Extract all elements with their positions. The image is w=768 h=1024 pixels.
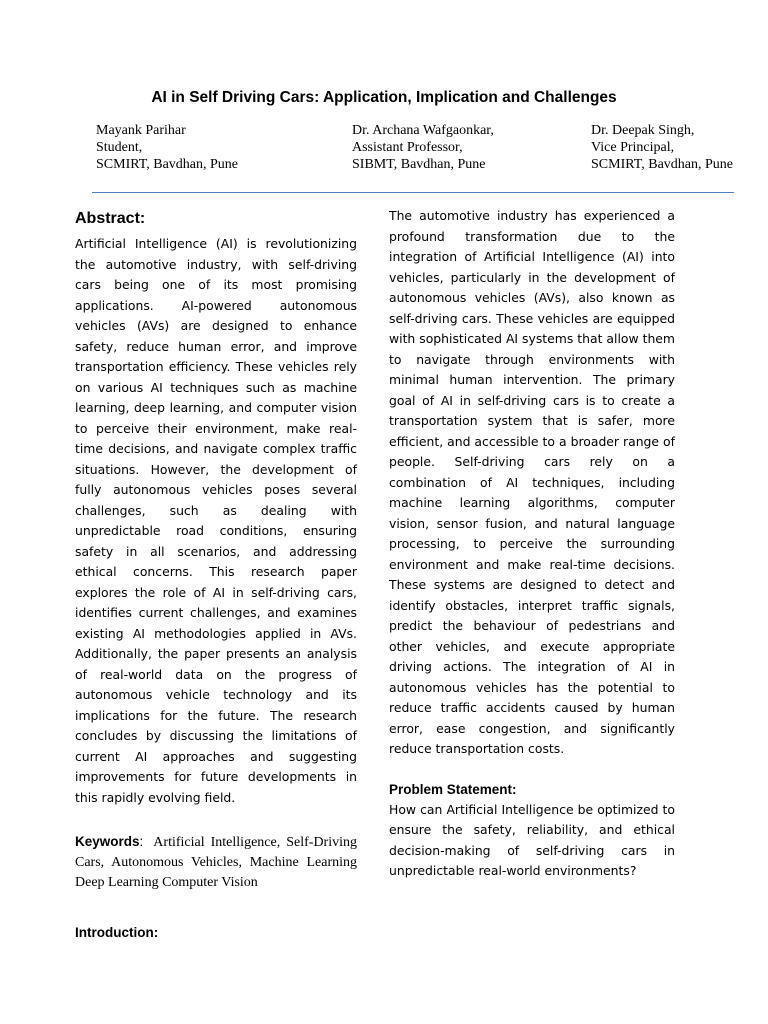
author-block <box>96 122 756 174</box>
author-2 <box>352 122 494 173</box>
author-affiliation: SIBMT, Bavdhan, Pune <box>352 157 486 172</box>
problem-statement-heading: Problem Statement: <box>389 781 517 797</box>
author-affiliation: SCMIRT, Bavdhan, Pune <box>591 157 734 172</box>
keywords-label: Keywords <box>75 834 140 849</box>
introduction-text: The automotive industry has experienced a profound transformation due to the integration of Artificial Intelligence (AI) into vehicles, particularly in the development of autonomous vehicles (AVs), also known as self-driving cars. These vehicles are equipped with sophisticated AI systems that allow them to navigate through environments with minimal human intervention. The primary goal of AI in self-driving cars is to create a transportation system that is safer, more efficient, and accessible to a broader range of people. Self-driving cars rely on a combination of AI techniques, including machine learning algorithms, computer vision, sensor fusion, and natural language processing, to perceive the surrounding environment and make real-time decisions. These systems are designed to detect and identify obstacles, interpret traffic signals, predict the behaviour of pedestrians and other vehicles, and execute appropriate driving actions. The integration of AI in autonomous vehicles has the potential to reduce traffic accidents caused by human error, ease congestion, and significantly reduce transportation costs. <box>389 208 675 756</box>
right-column <box>389 206 675 882</box>
header-divider <box>92 192 734 193</box>
author-name: Dr. Archana Wafgaonkar, <box>352 123 494 138</box>
problem-statement-text: How can Artificial Intelligence be optimized to ensure the safety, reliability, and ethical decision-making of self-driving cars in unpredictable real-world environments? <box>389 801 675 878</box>
author-3 <box>591 122 733 173</box>
abstract-heading: Abstract: <box>75 210 146 227</box>
author-1 <box>96 122 238 173</box>
paper-title: AI in Self Driving Cars: Application, Implication and Challenges <box>151 89 617 106</box>
author-name: Mayank Parihar <box>96 123 186 138</box>
author-role: Vice Principal, <box>591 140 675 155</box>
introduction-heading: Introduction: <box>75 925 159 940</box>
author-role: Student, <box>96 140 143 155</box>
author-name: Dr. Deepak Singh, <box>591 123 695 138</box>
keywords-paragraph <box>75 832 357 893</box>
author-role: Assistant Professor, <box>352 140 463 155</box>
abstract-text: Artificial Intelligence (AI) is revolutionizing the automotive industry, with self-driving cars being one of its most promising applications. AI-powered autonomous vehicles (AVs) are designed to enhance safety, reduce human error, and improve transportation efficiency. These vehicles rely on various AI techniques such as machine learning, deep learning, and computer vision to perceive their environment, make real-time decisions, and navigate complex traffic situations. However, the development of fully autonomous vehicles poses several challenges, such as dealing with unpredictable road conditions, ensuring safety in all scenarios, and addressing ethical concerns. This research paper explores the role of AI in self-driving cars, identifies current challenges, and examines existing AI methodologies applied in AVs. Additionally, the paper presents an analysis of real-world data on the progress of autonomous vehicle technology and its implications for the future. The research concludes by discussing the limitations of current AI approaches and suggesting improvements for future developments in this rapidly evolving field. <box>75 236 357 805</box>
keywords-separator: : <box>139 834 144 849</box>
author-affiliation: SCMIRT, Bavdhan, Pune <box>96 157 239 172</box>
left-column <box>75 206 357 943</box>
keywords-text: Artificial Intelligence, Self-Driving Cars, Autonomous Vehicles, Machine Learning Deep Learning Computer Vision <box>75 835 357 890</box>
